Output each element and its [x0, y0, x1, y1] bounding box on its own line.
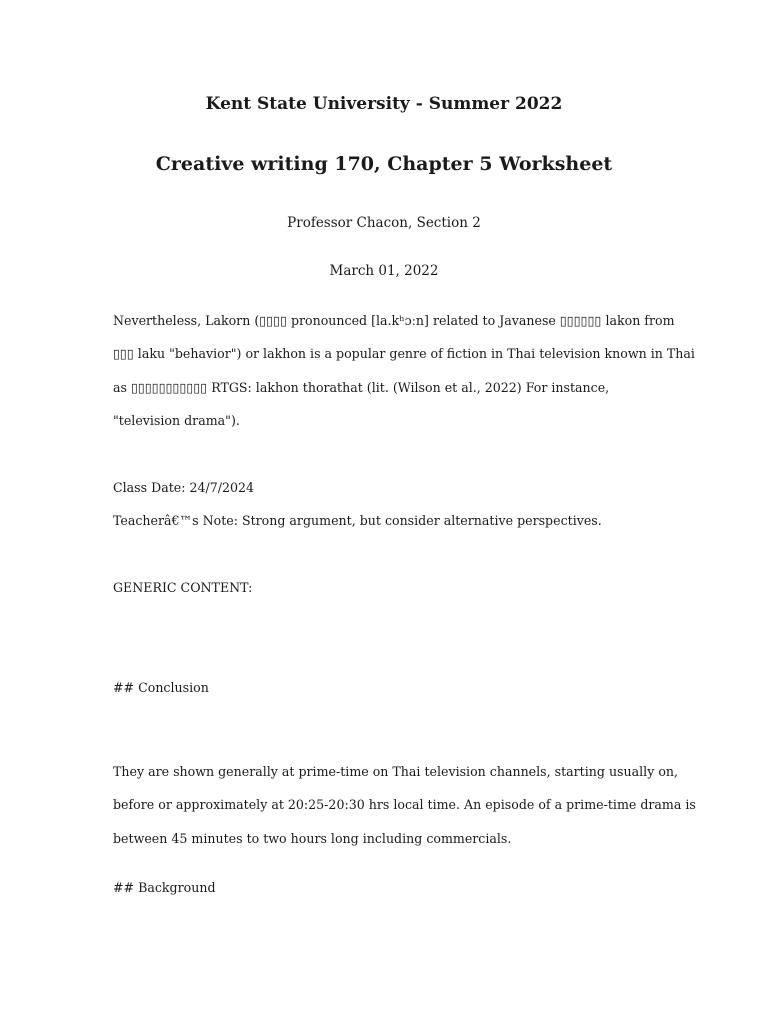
university-title: Kent State University - Summer 2022	[205, 94, 563, 114]
teacher-note: Teacherâ€™s Note: Strong argument, but consider alternative perspectives.	[113, 513, 602, 528]
intro-paragraph-line: as ▯▯▯▯▯▯▯▯▯▯▯ RTGS: lakhon thorathat (lit. (Wilson et al., 2022) For instance,	[113, 379, 610, 395]
worksheet-title: Creative writing 170, Chapter 5 Worksheet	[155, 153, 613, 175]
background-heading: ## Background	[113, 880, 216, 895]
generic-content-label: GENERIC CONTENT:	[113, 580, 253, 595]
intro-paragraph-line: ▯▯▯ laku "behavior") or lakhon is a popular genre of fiction in Thai television known in Thai	[113, 346, 695, 362]
document-date: March 01, 2022	[329, 263, 439, 279]
conclusion-paragraph-line: before or approximately at 20:25-20:30 hrs local time. An episode of a prime-time drama is	[113, 797, 696, 813]
conclusion-heading: ## Conclusion	[113, 680, 209, 695]
conclusion-paragraph-line: They are shown generally at prime-time on Thai television channels, starting usually on,	[113, 764, 679, 779]
intro-paragraph-line: "television drama").	[113, 412, 240, 428]
intro-paragraph-line: Nevertheless, Lakorn (▯▯▯▯ pronounced [la.kʰɔːn] related to Javanese ▯▯▯▯▯▯ lakon from	[113, 313, 675, 328]
conclusion-paragraph	[113, 755, 696, 855]
intro-paragraph	[113, 304, 695, 437]
conclusion-paragraph-line: between 45 minutes to two hours long including commercials.	[113, 830, 512, 846]
class-date: Class Date: 24/7/2024	[113, 480, 255, 495]
professor-section: Professor Chacon, Section 2	[287, 215, 481, 231]
